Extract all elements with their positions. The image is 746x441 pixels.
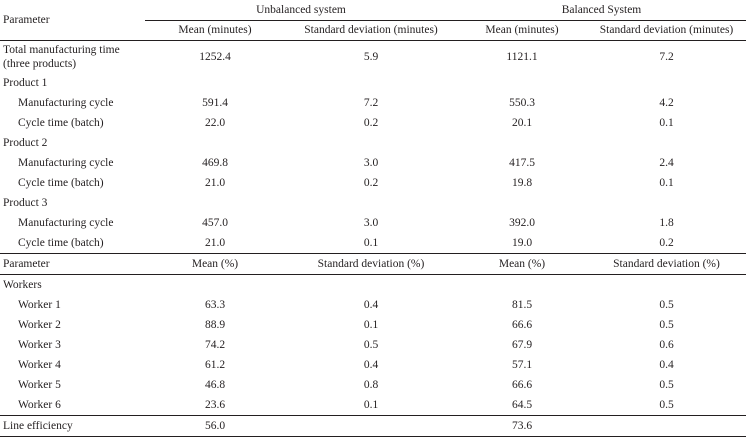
table-cell: 0.1 [363,318,379,331]
table-cell: 0.5 [659,318,674,331]
row-label: Worker 2 [18,318,61,331]
table-cell: 0.1 [659,176,674,189]
table-cell: 550.3 [509,96,535,109]
table-cell: 0.5 [659,398,674,411]
row-label: Worker 5 [18,378,61,391]
workers-title-row [0,275,746,296]
table-row [0,213,746,233]
table-cell [285,416,457,437]
table-cell: 19.0 [511,236,533,249]
product-2-title: Product 2 [3,136,48,149]
header-row-1 [0,0,746,21]
table-cell: 66.6 [511,378,533,391]
table-cell: 7.2 [659,51,674,63]
balanced-system-header: Balanced System [561,3,642,16]
table-cell: 0.2 [363,176,379,189]
product-title-row [0,193,746,213]
table-cell: 0.5 [659,378,674,391]
table-cell: 67.9 [511,338,533,351]
table-row [0,315,746,335]
table-row [0,113,746,133]
table-cell: 3.0 [363,216,379,229]
table-cell: 5.9 [363,51,379,63]
table-cell: 63.3 [204,298,226,311]
line-efficiency-label: Line efficiency [3,419,73,432]
table-cell: 23.6 [204,398,226,411]
total-manufacturing-label [0,41,145,74]
total-manufacturing-row [0,41,746,74]
table-cell: 0.2 [363,116,379,129]
parameter-header: Parameter [3,13,50,26]
table-row [0,233,746,254]
table-cell: 19.8 [511,176,533,189]
table-row [0,173,746,193]
table-cell: 0.5 [659,298,674,311]
table-row [0,153,746,173]
table-cell: 88.9 [204,318,226,331]
table-row [0,335,746,355]
row-label: Manufacturing cycle [18,96,114,109]
table-row [0,375,746,395]
row-label: Cycle time (batch) [18,116,104,129]
table-cell: 0.1 [363,236,379,249]
table-cell: 81.5 [511,298,533,311]
product-title-row [0,73,746,93]
balanced-sd-percent-header: Standard deviation (%) [613,257,720,270]
table-cell: 0.6 [659,338,674,351]
table-cell: 0.1 [659,116,674,129]
table-cell: 457.0 [202,216,228,229]
row-label: Worker 6 [18,398,61,411]
table-cell: 73.6 [511,419,533,432]
unbalanced-mean-percent-header: Mean (%) [191,257,239,270]
table-cell: 0.1 [363,398,379,411]
table-cell: 21.0 [204,236,226,249]
total-label-line1: Total manufacturing time [3,44,120,56]
balanced-mean-header: Mean (minutes) [457,21,587,41]
table-cell: 0.4 [363,298,379,311]
line-efficiency-row [0,416,746,437]
table-cell: 66.6 [511,318,533,331]
workers-title: Workers [3,278,42,291]
table-cell: 3.0 [363,156,379,169]
table-cell: 57.1 [511,358,533,371]
row-label: Manufacturing cycle [18,216,114,229]
table-cell: 7.2 [363,96,379,109]
unbalanced-mean-header: Mean (minutes) [145,21,285,41]
balanced-mean-percent-header: Mean (%) [498,257,546,270]
table-row [0,93,746,113]
table-cell: 56.0 [204,419,226,432]
table-cell: 4.2 [659,96,674,109]
total-label-line2: (three products) [3,58,77,70]
table-cell: 2.4 [659,156,674,169]
table-cell [587,416,746,437]
unbalanced-sd-percent-header: Standard deviation (%) [317,257,425,270]
parameter-header-2: Parameter [3,257,50,270]
table-cell: 0.4 [659,358,674,371]
row-label: Worker 3 [18,338,61,351]
table-cell: 61.2 [204,358,226,371]
table-cell: 0.2 [659,236,674,249]
unbalanced-system-header: Unbalanced system [256,3,346,16]
row-label: Manufacturing cycle [18,156,114,169]
row-label: Cycle time (batch) [18,236,104,249]
unbalanced-sd-header: Standard deviation (minutes) [285,21,457,41]
table-cell: 46.8 [204,378,226,391]
table-cell: 0.4 [363,358,379,371]
product-3-title: Product 3 [3,196,48,209]
table-cell: 74.2 [204,338,226,351]
table-cell: 64.5 [511,398,533,411]
table-cell: 20.1 [511,116,533,129]
table-cell: 0.8 [363,378,379,391]
table-row [0,395,746,416]
product-1-title: Product 1 [3,76,48,89]
table-cell: 469.8 [202,156,228,169]
table-cell: 21.0 [204,176,226,189]
table-cell: 392.0 [509,216,535,229]
row-label: Cycle time (batch) [18,176,104,189]
table-cell: 1252.4 [199,51,231,63]
percent-header-row [0,254,746,275]
table-cell: 591.4 [202,96,228,109]
table-cell: 1.8 [659,216,674,229]
table-cell: 417.5 [509,156,535,169]
row-label: Worker 1 [18,298,61,311]
balanced-sd-header: Standard deviation (minutes) [587,21,746,41]
table-row [0,295,746,315]
table-cell: 22.0 [204,116,226,129]
table-cell: 0.5 [363,338,379,351]
table-cell: 1121.1 [506,51,538,63]
table-row [0,355,746,375]
row-label: Worker 4 [18,358,61,371]
product-title-row [0,133,746,153]
